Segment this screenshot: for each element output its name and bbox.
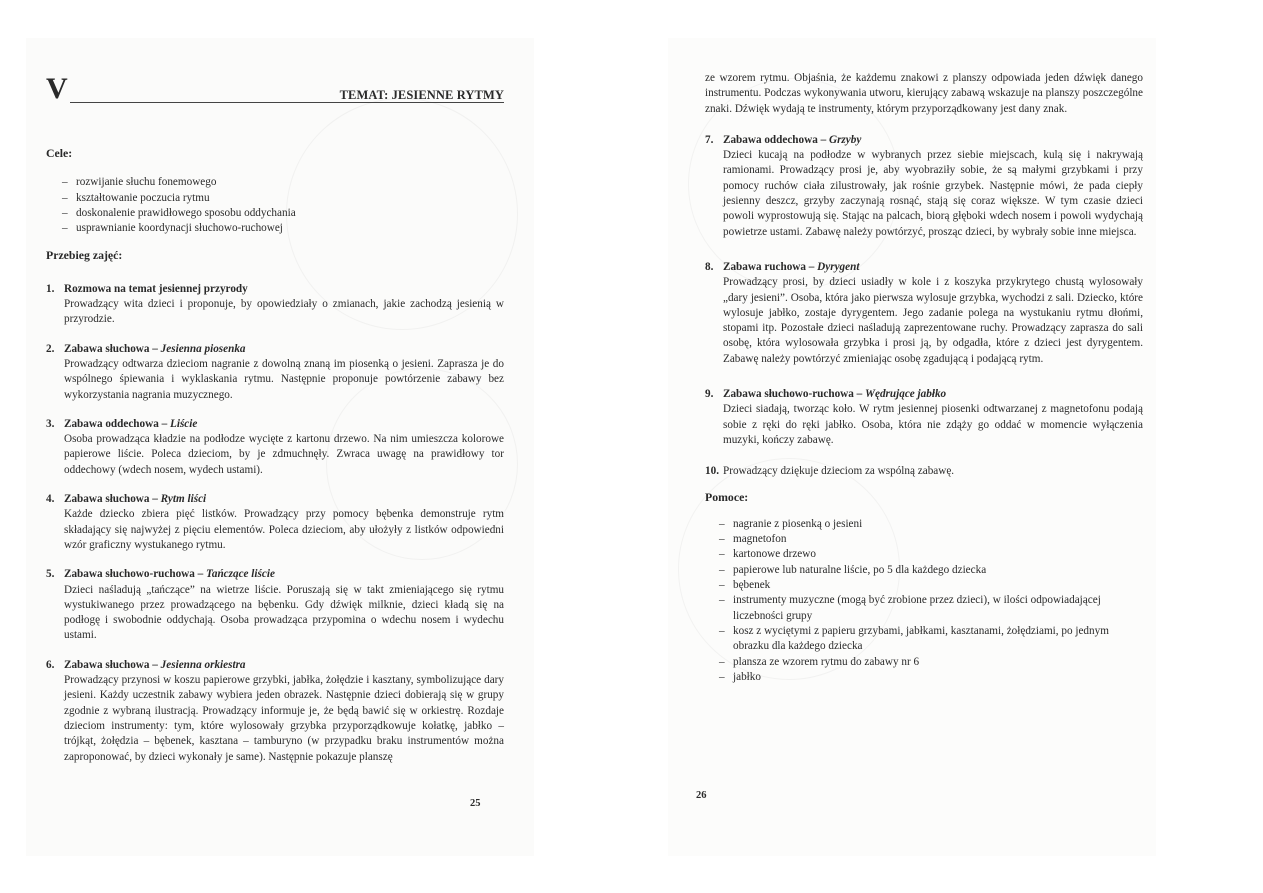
left-page-content xyxy=(46,72,504,779)
step-item: 7. Zabawa oddechowa – Grzyby Dzieci kucają na podłodze w wybranych przez siebie miejscach, kulą się i nakrywają ramionami. Prowadzący prosi je, aby wyobraziły sobie, że są małymi grzybkami i przy pomocy ruchów ciała zilustrowały, jak rośnie grzybek. Następnie mówi, że pada ciepły jesienny deszcz, grzyby zaczynają rosnąć, stają się coraz większe. W tym czasie dzieci powoli wyprostowują się. Stając na palcach, biorą głęboki wdech nosem i powoli wydychają powietrze ustami. Zabawę należy powtórzyć, prosząc dzieci, by wybrały sobie inne miejsca. xyxy=(705,133,1143,238)
right-page-content xyxy=(705,71,1143,685)
continuation-paragraph: ze wzorem rytmu. Objaśnia, że każdemu znakowi z planszy odpowiada jeden dźwięk danego instrumentu. Podczas wykonywania utworu, kierujący zabawą wskazuje na planszy poszczególne znaki. Dźwięk wydają te instrumenty, którym przyporządkowany jest dany znak. xyxy=(705,72,1143,115)
page-number: 25 xyxy=(470,798,481,809)
aid-item: – kartonowe drzewo xyxy=(719,548,816,561)
aid-item: – nagranie z piosenką o jesieni xyxy=(719,517,863,530)
aid-item: – instrumenty muzyczne (mogą być zrobione przez dzieci), w ilości odpowiadającej liczebności grupy xyxy=(719,594,1101,622)
chapter-numeral: V xyxy=(46,72,67,105)
step-item: 1. Rozmowa na temat jesiennej przyrody Prowadzący wita dzieci i proponuje, by opowiedziały o zmianach, jakie zachodzą jesienią w przyrodzie. xyxy=(46,282,504,326)
step-item: 9. Zabawa słuchowo-ruchowa – Wędrujące jabłko Dzieci siadają, tworząc koło. W rytm jesiennej piosenki odtwarzanej z magnetofonu podają sobie z ręki do ręki jabłko. Osoba, która nie zdąży go oddać w momencie wyłączenia muzyki, kończy zabawę. xyxy=(705,388,1143,446)
goal-item: – kształtowanie poczucia rytmu xyxy=(62,191,210,204)
steps-list xyxy=(46,282,504,765)
aid-item: – kosz z wyciętymi z papieru grzybami, jabłkami, kasztanami, żołędziami, po jednym obrazku dla każdego dziecka xyxy=(719,624,1109,653)
step-item: 8. Zabawa ruchowa – Dyrygent Prowadzący prosi, by dzieci usiadły w kole i z koszyka przykrytego chustą wylosowały „dary jesieni”. Osoba, która jako pierwsza wylosuje grzybka, wychodzi z sali. Dziecko, które wylosuje jabłko, zostaje dyrygentem. Jego zadanie polega na wystukaniu rytmu dłońmi, stopami itp. Pozostałe dzieci naśladują zaprezentowane ruchy. Prowadzący zaprasza do sali osobę, która wylosowała grzybka i prosi ją, by odgadła, które z dzieci jest dyrygentem. Zabawę należy powtórzyć zmieniając osobę zgadującą i podającą rytm. xyxy=(705,260,1143,365)
course-heading: Przebieg zajęć: xyxy=(46,248,123,263)
chapter-topic: TEMAT: JESIENNE RYTMY xyxy=(339,88,504,102)
left-page xyxy=(26,38,534,856)
steps-list xyxy=(705,133,1143,480)
chapter-header xyxy=(46,72,504,106)
step-item: 2. Zabawa słuchowa – Jesienna piosenka Prowadzący odtwarza dzieciom nagranie z dowolną znaną im piosenką o jesieni. Zaprasza je do wspólnego śpiewania i wyklaskania rytmu. Następnie proponuje powtórzenie zabawy bez wykorzystania nagrania muzycznego. xyxy=(46,342,504,401)
goal-item: – rozwijanie słuchu fonemowego xyxy=(62,176,217,189)
step-item: 5. Zabawa słuchowo-ruchowa – Tańczące liście Dzieci naśladują „tańczące” na wietrze liście. Poruszają się w takt zmieniającego się rytmu wystukiwanego przez prowadzącego na bębenku. Gdy dźwięk milknie, dzieci kładą się na podłogę i swobodnie oddychają. Osoba prowadząca przypomina o wdechu nosem i wydechu ustami. xyxy=(46,568,504,642)
aid-item: – bębenek xyxy=(719,579,771,592)
aid-item: – papierowe lub naturalne liście, po 5 dla każdego dziecka xyxy=(719,563,987,576)
aids-list xyxy=(719,517,1143,685)
aid-item: – plansza ze wzorem rytmu do zabawy nr 6 xyxy=(719,655,920,668)
aids-heading: Pomoce: xyxy=(705,489,749,504)
step-item: 4. Zabawa słuchowa – Rytm liści Każde dziecko zbiera pięć listków. Prowadzący przy pomocy bębenka demonstruje rytm składający się najwyżej z pięciu elementów. Poleca dzieciom, aby ułożyły z listków odpowiedni wzór graficzny wystukanego rytmu. xyxy=(46,493,504,551)
goals-heading: Cele: xyxy=(46,146,73,160)
goal-item: – usprawnianie koordynacji słuchowo-ruchowej xyxy=(62,222,283,235)
right-page xyxy=(668,38,1156,856)
step-item: 3. Zabawa oddechowa – Liście Osoba prowadząca kładzie na podłodze wycięte z kartonu drzewo. Na nim umieszcza kolorowe papierowe liście. Poleca dzieciom, by je zdmuchnęły. Zwraca uwagę na prawidłowy tor oddechowy (wdech nosem, wydech ustami). xyxy=(46,417,504,476)
step-item: 10. Prowadzący dziękuje dzieciom za wspólną zabawę. xyxy=(705,465,955,478)
aid-item: – jabłko xyxy=(719,670,761,683)
page-number: 26 xyxy=(696,790,707,801)
goal-item: – doskonalenie prawidłowego sposobu oddychania xyxy=(62,206,296,219)
step-item: 6. Zabawa słuchowa – Jesienna orkiestra Prowadzący przynosi w koszu papierowe grzybki, jabłka, żołędzie i kasztany, symbolizujące dary jesieni. Każdy uczestnik zabawy wybiera jeden obrazek. Następnie dzieci dobierają się w grupy zgodnie z wybraną ilustracją. Prowadzący informuje je, że będą bawić się w orkiestrę. Rozdaje dzieciom instrumenty: tym, które wylosowały grzybka przyporządkowuje kołatkę, jabłko – trójkąt, żołędzia – bębenek, kasztana – tamburyno (w przypadku braku instrumentów można zaproponować, by dzieci wykonały je same). Następnie pokazuje planszę xyxy=(46,658,504,763)
goals-list xyxy=(62,175,504,236)
aid-item: – magnetofon xyxy=(719,533,787,546)
